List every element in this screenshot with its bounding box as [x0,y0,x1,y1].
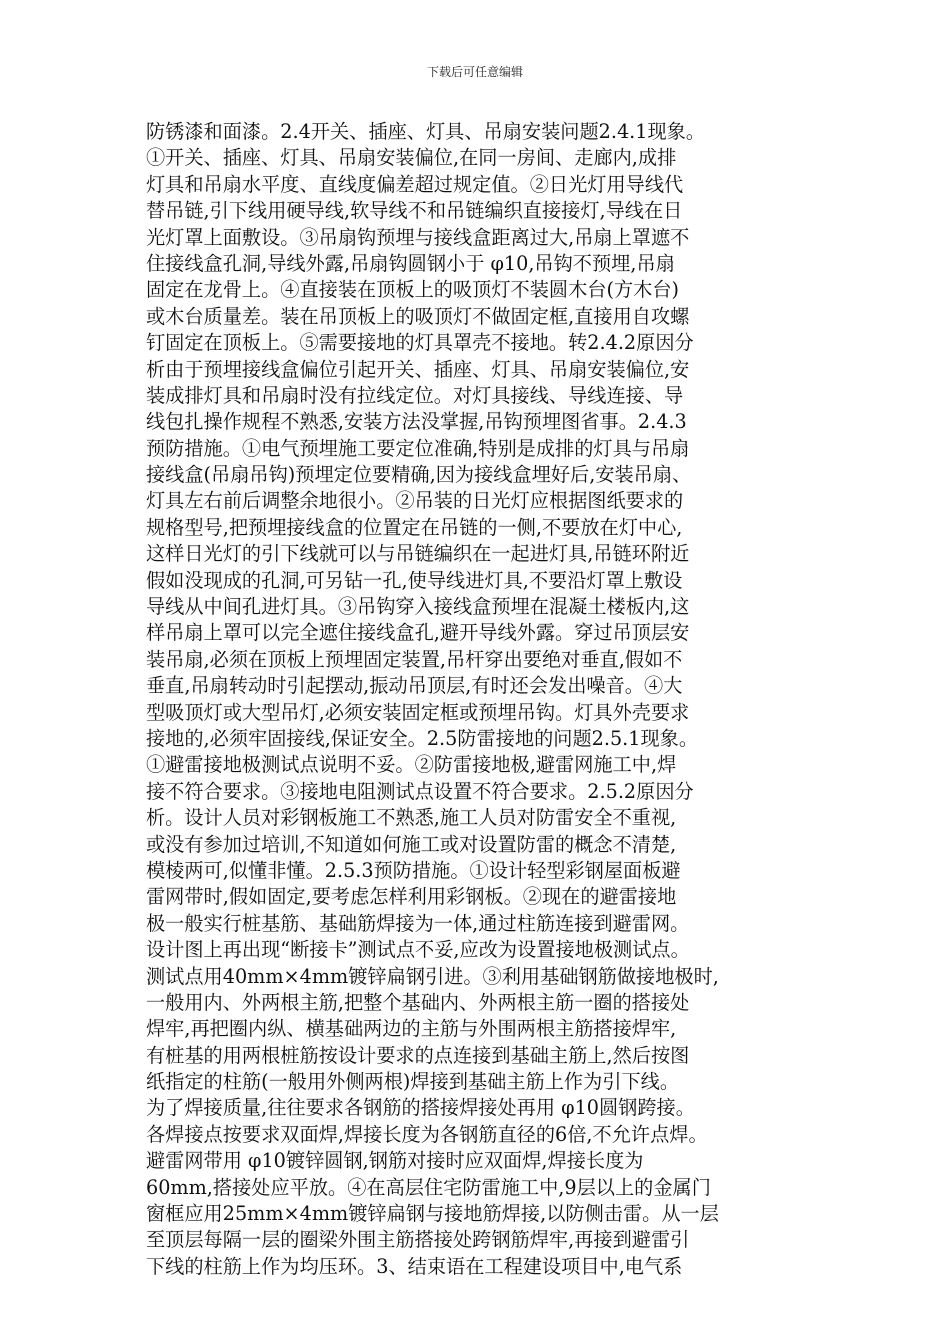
body-line: 假如没现成的孔洞,可另钻一孔,使导线进灯具,不要沿灯罩上敷设 [146,568,683,592]
body-line: 预防措施。①电气预埋施工要定位准确,特别是成排的灯具与吊扇 [146,436,690,460]
body-line: 下线的柱筋上作为均压环。3、结束语在工程建设项目中,电气系 [146,1254,683,1278]
body-line: 垂直,吊扇转动时引起摆动,振动吊顶层,有时还会发出噪音。④大 [146,674,683,698]
body-line: 至顶层每隔一层的圈梁外围主筋搭接处跨钢筋焊牢,再接到避雷引 [146,1228,690,1252]
body-line: 防锈漆和面漆。2.4开关、插座、灯具、吊扇安装问题2.4.1现象。 [146,120,706,143]
body-line: 焊牢,再把圈内纵、横基础两边的主筋与外围两根主筋搭接焊牢, [146,1017,677,1041]
body-line: 60mm,搭接处应平放。④在高层住宅防雷施工中,9层以上的金属门 [146,1175,711,1199]
body-line: 住接线盒孔洞,导线外露,吊扇钩圆钢小于 φ10,吊钩不预埋,吊扇 [146,251,675,275]
body-line: 或没有参加过培训,不知道如何施工或对设置防雷的概念不清楚, [146,832,677,856]
body-line: 一般用内、外两根主筋,把整个基础内、外两根主筋一圈的搭接处 [146,990,690,1014]
body-line: 规格型号,把预埋接线盒的位置定在吊链的一侧,不要放在灯中心, [146,515,683,539]
body-line: 接不符合要求。③接地电阻测试点设置不符合要求。2.5.2原因分 [146,779,694,803]
body-line: 析。设计人员对彩钢板施工不熟悉,施工人员对防雷安全不重视, [146,806,677,830]
body-line: 极一般实行桩基筋、基础筋焊接为一体,通过柱筋连接到避雷网。 [146,911,690,935]
body-line: 固定在龙骨上。④直接装在顶板上的吸顶灯不装圆木台(方木台) [146,278,680,302]
body-line: 设计图上再出现“断接卡”测试点不妥,应改为设置接地极测试点。 [146,938,690,962]
body-text [146,119,806,1280]
body-line: 这样日光灯的引下线就可以与吊链编织在一起进灯具,吊链环附近 [146,542,690,566]
page-header: 下载后可任意编辑 [426,65,523,79]
body-line: 灯具左右前后调整余地很小。②吊装的日光灯应根据图纸要求的 [146,489,684,513]
body-line: 接地的,必须牢固接线,保证安全。2.5防雷接地的问题2.5.1现象。 [146,726,699,750]
body-line: 线包扎操作规程不熟悉,安装方法没掌握,吊钩预埋图省事。2.4.3 [146,410,687,434]
body-line: 模棱两可,似懂非懂。2.5.3预防措施。①设计轻型彩钢屋面板避 [146,858,681,882]
body-line: 装吊扇,必须在顶板上预埋固定装置,吊杆穿出要绝对垂直,假如不 [146,647,683,671]
body-line: 样吊扇上罩可以完全遮住接线盒孔,避开导线外露。穿过吊顶层安 [146,621,690,645]
body-line: 测试点用40mm×4mm镀锌扁钢引进。③利用基础钢筋做接地极时, [146,964,719,988]
body-line: 替吊链,引下线用硬导线,软导线不和吊链编织直接接灯,导线在日 [146,199,683,223]
body-line: 或木台质量差。装在吊顶板上的吸顶灯不做固定框,直接用自攻螺 [146,304,690,328]
body-line: ①避雷接地极测试点说明不妥。②防雷接地极,避雷网施工中,焊 [146,753,677,777]
body-line: 窗框应用25mm×4mm镀锌扁钢与接地筋焊接,以防侧击雷。从一层 [146,1202,719,1226]
body-line: 有桩基的用两根桩筋按设计要求的点连接到基础主筋上,然后按图 [146,1043,690,1067]
body-line: 钉固定在顶板上。⑤需要接地的灯具罩壳不接地。转2.4.2原因分 [146,331,694,355]
body-line: 灯具和吊扇水平度、直线度偏差超过规定值。②日光灯用导线代 [146,172,684,196]
body-line: 接线盒(吊扇吊钩)预埋定位要精确,因为接线盒埋好后,安装吊扇、 [146,463,692,487]
body-line: 光灯罩上面敷设。③吊扇钩预埋与接线盒距离过大,吊扇上罩遮不 [146,225,690,249]
body-line: 导线从中间孔进灯具。③吊钩穿入接线盒预埋在混凝土楼板内,这 [146,595,690,619]
body-line: 装成排灯具和吊扇时没有拉线定位。对灯具接线、导线连接、导 [146,383,684,407]
body-line: ①开关、插座、灯具、吊扇安装偏位,在同一房间、走廊内,成排 [146,146,677,170]
body-line: 避雷网带用 φ10镀锌圆钢,钢筋对接时应双面焊,焊接长度为 [146,1149,644,1173]
body-line: 型吸顶灯或大型吊灯,必须安装固定框或预埋吊钩。灯具外壳要求 [146,700,690,724]
body-line: 各焊接点按要求双面焊,焊接长度为各钢筋直径的6倍,不允许点焊。 [146,1122,708,1146]
body-line: 雷网带时,假如固定,要考虑怎样利用彩钢板。②现在的避雷接地 [146,885,677,909]
body-line: 析由于预埋接线盒偏位引起开关、插座、灯具、吊扇安装偏位,安 [146,357,690,381]
body-line: 为了焊接质量,往往要求各钢筋的搭接焊接处再用 φ10圆钢跨接。 [146,1096,695,1120]
body-line: 纸指定的柱筋(一般用外侧两根)焊接到基础主筋上作为引下线。 [146,1070,680,1094]
